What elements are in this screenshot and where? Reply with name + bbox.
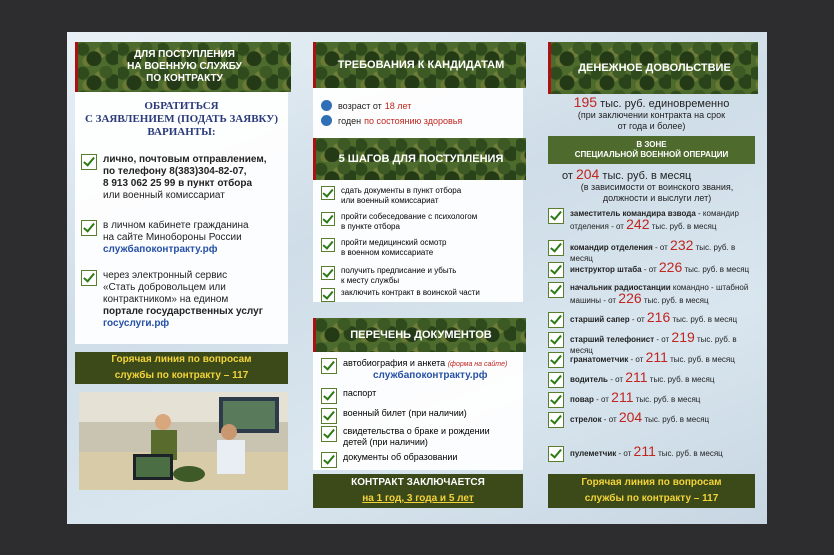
checkmark-icon xyxy=(548,352,564,368)
req-age: возраст от 18 лет xyxy=(321,100,411,111)
checkmark-icon xyxy=(548,262,564,278)
position-row: начальник радиостанции командно - штабной машины - от 226 тыс. руб. в месяц xyxy=(548,282,754,306)
position-row: гранатометчик - от 211 тыс. руб. в месяц xyxy=(548,352,754,368)
position-row: инструктор штаба - от 226 тыс. руб. в месяц xyxy=(548,262,754,278)
checkmark-icon xyxy=(321,408,337,424)
checkmark-icon xyxy=(321,238,335,252)
requirements-panel xyxy=(313,88,523,138)
position-row: повар - от 211 тыс. руб. в месяц xyxy=(548,392,754,408)
doc-1: автобиография и анкета (форма на сайте) службапоконтракту.рф xyxy=(321,358,519,381)
checkmark-icon xyxy=(81,154,97,170)
doc-3: военный билет (при наличии) xyxy=(321,408,467,424)
link-contract-site[interactable]: службапоконтракту.рф xyxy=(103,244,218,255)
apply-heading: ОБРАТИТЬСЯ С ЗАЯВЛЕНИЕМ (ПОДАТЬ ЗАЯВКУ) ВАРИАНТЫ: xyxy=(84,100,279,138)
monthly-block: от 204 тыс. руб. в месяц (в зависимости от воинского звания, должности и выслуги лет) xyxy=(562,166,734,203)
column-middle xyxy=(313,32,523,524)
link-gosuslugi[interactable]: госуслуги.рф xyxy=(103,318,170,329)
step-1: сдать документы в пункт отбора или военный комиссариат xyxy=(321,186,517,206)
contract-term-banner: КОНТРАКТ ЗАКЛЮЧАЕТСЯ на 1 год, 3 года и 5 лет xyxy=(313,474,523,508)
position-row: командир отделения - от 232 тыс. руб. в месяц xyxy=(548,240,754,264)
step-3: пройти медицинский осмотр в военном комиссариате xyxy=(321,238,517,258)
checkmark-icon xyxy=(321,212,335,226)
option-personal: лично, почтовым отправлением, по телефону 8(383)304-82-07, 8 913 062 25 99 в пункт отбора или военный комиссариат xyxy=(81,154,281,202)
contact-panel xyxy=(75,92,288,344)
heart-icon xyxy=(321,115,332,126)
positions-list xyxy=(548,206,755,468)
position-row: пулеметчик - от 211 тыс. руб. в месяц xyxy=(548,446,754,462)
checkmark-icon xyxy=(548,446,564,462)
checkmark-icon xyxy=(81,270,97,286)
position-row: стрелок - от 204 тыс. руб. в месяц xyxy=(548,412,754,428)
checkmark-icon xyxy=(548,372,564,388)
header-steps: 5 ШАГОВ ДЛЯ ПОСТУПЛЕНИЯ xyxy=(313,138,526,180)
position-row: старший телефонист - от 219 тыс. руб. в месяц xyxy=(548,332,754,356)
column-right xyxy=(548,32,755,524)
checkmark-icon xyxy=(548,282,564,298)
position-row: старший сапер - от 216 тыс. руб. в месяц xyxy=(548,312,754,328)
photo-illustration xyxy=(79,392,288,490)
steps-panel xyxy=(313,180,523,302)
svo-banner: В ЗОНЕ СПЕЦИАЛЬНОЙ ВОЕННОЙ ОПЕРАЦИИ xyxy=(548,136,755,164)
hotline-banner-right: Горячая линия по вопросам службы по контракту – 117 xyxy=(548,474,755,508)
doc-5: документы об образовании xyxy=(321,452,457,468)
checkmark-icon xyxy=(548,412,564,428)
link-contract-site[interactable]: службапоконтракту.рф xyxy=(373,370,488,381)
step-2: пройти собеседование с психологом в пункте отбора xyxy=(321,212,517,232)
header-enlistment: ДЛЯ ПОСТУПЛЕНИЯ НА ВОЕННУЮ СЛУЖБУ ПО КОНТРАКТУ xyxy=(75,42,291,92)
option-gosuslugi: через электронный сервис «Стать добровольцем или контрактником» на едином портале государственных услуг госуслуги.рф xyxy=(81,270,281,330)
checkmark-icon xyxy=(321,452,337,468)
checkmark-icon xyxy=(321,266,335,280)
header-documents: ПЕРЕЧЕНЬ ДОКУМЕНТОВ xyxy=(313,318,526,352)
recruitment-office-photo xyxy=(79,392,288,490)
checkmark-icon xyxy=(548,332,564,348)
req-health: годен по состоянию здоровья xyxy=(321,115,462,126)
checkmark-icon xyxy=(321,358,337,374)
position-row: заместитель командира взвода - командир отделения - от 242 тыс. руб. в месяц xyxy=(548,208,754,232)
checkmark-icon xyxy=(548,208,564,224)
step-5: заключить контракт в воинской части xyxy=(321,288,517,302)
option-cabinet: в личном кабинете гражданина на сайте Минобороны России службапоконтракту.рф xyxy=(81,220,281,256)
step-4: получить предписание и убыть к месту службы xyxy=(321,266,517,286)
header-salary: ДЕНЕЖНОЕ ДОВОЛЬСТВИЕ xyxy=(548,42,758,94)
bonus-block: 195 тыс. руб. единовременно (при заключении контракта на срок от года и более) xyxy=(573,94,730,131)
column-left xyxy=(75,32,288,524)
brochure-sheet xyxy=(67,32,767,524)
clock-icon xyxy=(321,100,332,111)
checkmark-icon xyxy=(548,312,564,328)
hotline-banner-left: Горячая линия по вопросам службы по контракту – 117 xyxy=(75,352,288,384)
header-requirements: ТРЕБОВАНИЯ К КАНДИДАТАМ xyxy=(313,42,526,88)
position-row: водитель - от 211 тыс. руб. в месяц xyxy=(548,372,754,388)
doc-4: свидетельства о браке и рождении детей (при наличии) xyxy=(321,426,519,448)
checkmark-icon xyxy=(321,288,335,302)
checkmark-icon xyxy=(321,388,337,404)
checkmark-icon xyxy=(548,240,564,256)
checkmark-icon xyxy=(81,220,97,236)
doc-2: паспорт xyxy=(321,388,376,404)
checkmark-icon xyxy=(321,426,337,442)
checkmark-icon xyxy=(548,392,564,408)
checkmark-icon xyxy=(321,186,335,200)
documents-panel xyxy=(313,352,523,470)
